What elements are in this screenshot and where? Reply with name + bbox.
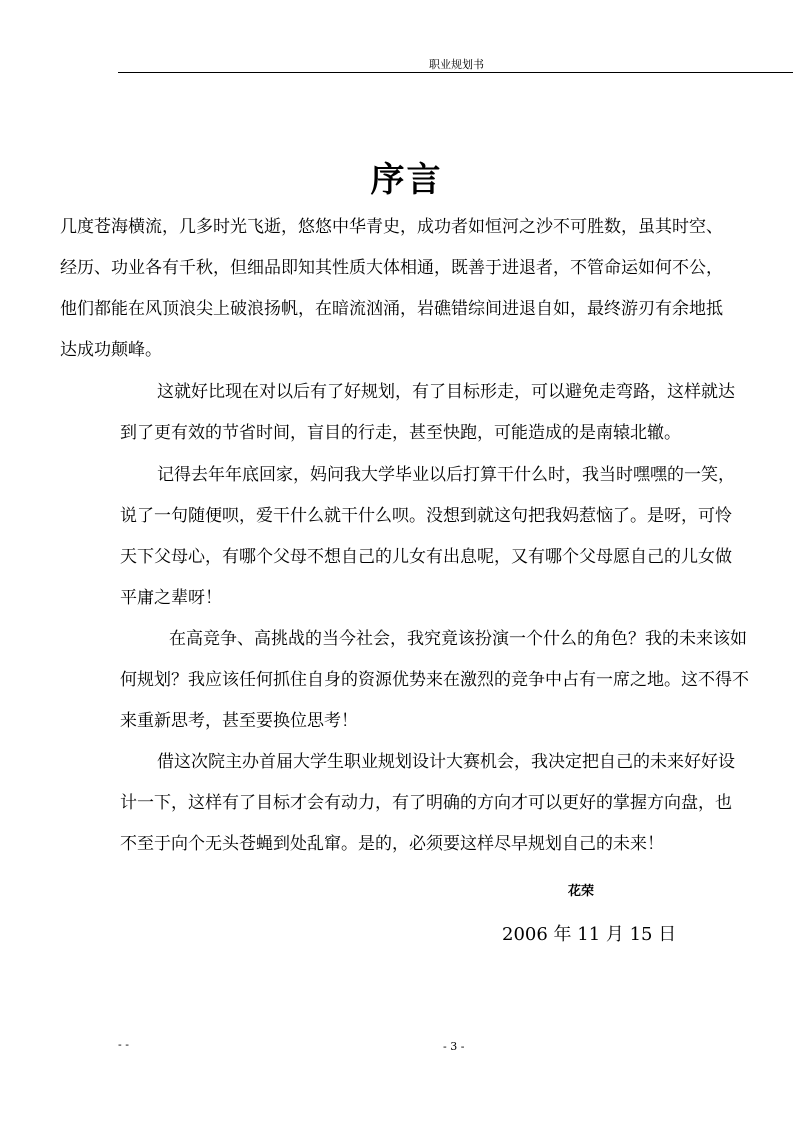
author-signature: 花荣 xyxy=(568,884,595,899)
header-divider xyxy=(118,72,793,73)
paragraph-line: 几度苍海横流，几多时光飞逝，悠悠中华青史，成功者如恒河之沙不可胜数，虽其时空、 xyxy=(60,217,723,237)
paragraph-line: 他们都能在风顶浪尖上破浪扬帆，在暗流汹涌，岩礁错综间进退自如，最终游刃有余地抵 xyxy=(60,299,723,319)
footer-mark: - - xyxy=(118,1038,129,1051)
paragraph-line: 在高竞争、高挑战的当今社会，我究竟该扮演一个什么的角色？我的未来该如 xyxy=(169,629,747,649)
paragraph-line: 这就好比现在对以后有了好规划，有了目标形走，可以避免走弯路，这样就达 xyxy=(157,382,735,402)
paragraph-3 xyxy=(120,455,735,619)
paragraph-line: 不至于向个无头苍蝇到处乱窜。是的，必须要这样尽早规划自己的未来！ xyxy=(120,834,664,854)
paragraph-line: 经历、功业各有千秋，但细品即知其性质大体相通，既善于进退者，不管命运如何不公， xyxy=(60,258,723,278)
paragraph-line: 借这次院主办首届大学生职业规划设计大赛机会，我决定把自己的未来好好设 xyxy=(157,752,735,772)
paragraph-line: 平庸之辈呀！ xyxy=(120,588,222,608)
paragraph-line: 何规划？我应该任何抓住自身的资源优势来在激烈的竞争中占有一席之地。这不得不 xyxy=(120,670,749,690)
page-number: - 3 - xyxy=(443,1040,465,1053)
paragraph-line: 达成功颠峰。 xyxy=(60,340,162,360)
running-header: 职业规划书 xyxy=(429,58,484,71)
paragraph-line: 说了一句随便呗，爱干什么就干什么呗。没想到就这句把我妈惹恼了。是呀，可怜 xyxy=(120,506,732,526)
paragraph-5 xyxy=(120,742,735,865)
page-title: 序言 xyxy=(370,160,443,200)
paragraph-1 xyxy=(60,207,723,371)
paragraph-line: 计一下，这样有了目标才会有动力，有了明确的方向才可以更好的掌握方向盘，也 xyxy=(120,793,732,813)
paragraph-line: 天下父母心，有哪个父母不想自己的儿女有出息呢，又有哪个父母愿自己的儿女做 xyxy=(120,547,732,567)
paragraph-line: 记得去年年底回家，妈问我大学毕业以后打算干什么时，我当时嘿嘿的一笑， xyxy=(157,465,735,485)
paragraph-line: 到了更有效的节省时间，盲目的行走，甚至快跑，可能造成的是南辕北辙。 xyxy=(120,423,681,443)
date-line: 2006 年 11 月 15 日 xyxy=(502,924,677,945)
paragraph-line: 来重新思考，甚至要换位思考！ xyxy=(120,711,358,731)
paragraph-4 xyxy=(120,619,749,742)
paragraph-2 xyxy=(120,372,735,454)
